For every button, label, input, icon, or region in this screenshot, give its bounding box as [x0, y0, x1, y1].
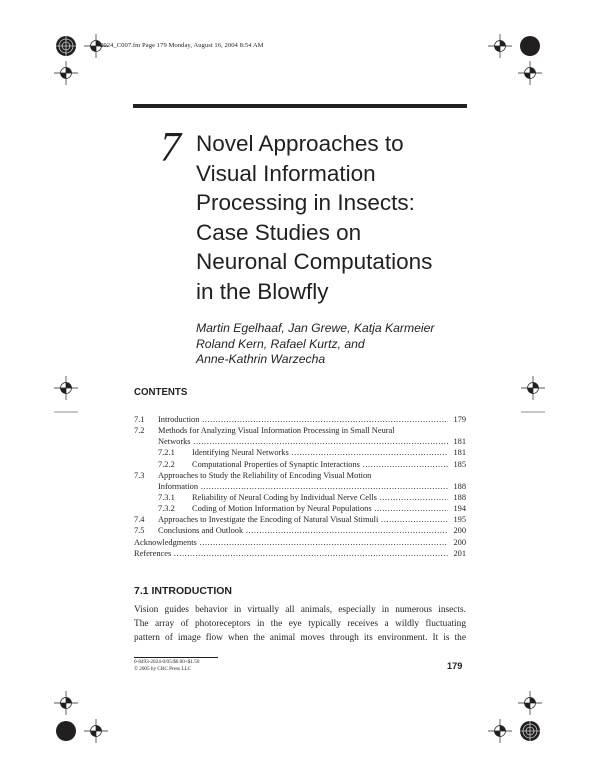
toc-entry[interactable]: [134, 514, 466, 525]
page-number: 179: [447, 661, 463, 671]
toc-entry-title: Information .....: [158, 481, 448, 492]
body-line: pattern of image flow when the animal moves through its environment. It is the: [134, 633, 466, 644]
crosshair-mark-icon: [521, 376, 545, 400]
chapter-title-line: Neuronal Computations: [196, 249, 433, 275]
toc-entry-title: Identifying Neural Networks .....: [158, 447, 448, 458]
toc-entry-page: 185: [448, 459, 466, 470]
toc-entry-number: 7.2.1: [158, 448, 175, 458]
chapter-number: 7: [160, 125, 181, 171]
target-mark-icon: [520, 721, 540, 741]
crosshair-mark-icon: [54, 61, 78, 85]
table-of-contents: [134, 414, 466, 559]
toc-entry-number: 7.1: [134, 415, 145, 424]
footnote-rule: [134, 657, 218, 658]
author-line: Martin Egelhaaf, Jan Grewe, Katja Karmeier: [196, 321, 435, 335]
solid-dot-mark-icon: [520, 36, 540, 56]
toc-entry-title: Reliability of Neural Coding by Individual Nerve Cells .....: [158, 492, 448, 503]
chapter-title-line: Case Studies on: [196, 219, 362, 245]
toc-entry-page: 200: [448, 525, 466, 536]
chapter-title-line: Novel Approaches to: [196, 131, 404, 156]
copyright-line: © 2005 by CRC Press LLC: [134, 666, 192, 672]
toc-entry-title: Computational Properties of Synaptic Interactions .....: [158, 459, 448, 470]
toc-entry-number: 7.5: [134, 526, 145, 536]
toc-entry-title: Acknowledgments .....: [134, 537, 448, 548]
author-line: Roland Kern, Rafael Kurtz, and: [196, 336, 365, 351]
crosshair-mark-icon: [84, 719, 108, 743]
toc-entry-number: 7.4: [134, 515, 145, 525]
chapter-title-line: Processing in Insects:: [196, 190, 415, 216]
toc-entry-page: 181: [448, 436, 466, 447]
crosshair-mark-icon: [54, 691, 78, 715]
author-line: Anne-Kathrin Warzecha: [196, 352, 326, 366]
crosshair-mark-icon: [488, 34, 512, 58]
toc-entry-number: 7.2: [134, 426, 145, 436]
toc-entry-page: 188: [448, 481, 466, 492]
toc-entry-title: Coding of Motion Information by Neural Populations .....: [158, 503, 448, 514]
toc-entry-page: 179: [448, 414, 466, 425]
toc-entry-title: References .....: [134, 548, 448, 559]
toc-entry[interactable]: [134, 503, 466, 514]
toc-entry-number: 7.2.2: [158, 459, 175, 469]
chapter-rule: [133, 104, 467, 108]
chapter-authors: [196, 321, 486, 368]
body-line: Vision guides behavior in virtually all animals, especially in numerous insects.: [134, 605, 466, 615]
toc-entry-title: Networks .....: [158, 436, 448, 447]
toc-entry-number: 7.3.2: [158, 504, 175, 514]
toc-entry[interactable]: [134, 414, 466, 425]
crosshair-mark-icon: [518, 61, 542, 85]
toc-entry-page: 200: [448, 537, 466, 548]
toc-entry[interactable]: [134, 548, 466, 559]
toc-entry[interactable]: [134, 525, 466, 536]
chapter-title-line: Visual Information: [196, 160, 376, 186]
toc-entry-title: Methods for Analyzing Visual Information Processing in Small Neural: [158, 426, 395, 436]
crosshair-mark-icon: [518, 691, 542, 715]
toc-entry[interactable]: [134, 436, 466, 447]
toc-entry-page: 188: [448, 492, 466, 503]
body-paragraph: [134, 603, 466, 646]
print-slug: 2024_C007.fm Page 179 Monday, August 16, 2004 8:54 AM: [100, 42, 264, 49]
toc-entry-title: Conclusions and Outlook .....: [158, 525, 448, 536]
isbn-line: 0-8493-2024-0/05/$0.00+$1.50: [134, 659, 200, 665]
toc-entry-page: 194: [448, 503, 466, 514]
chapter-title: [196, 129, 486, 307]
toc-entry[interactable]: [134, 470, 466, 481]
section-heading: 7.1 INTRODUCTION: [134, 585, 233, 597]
body-line: The array of photoreceptors in the eye typically receives a wildly fluctuating: [134, 619, 466, 630]
toc-entry-title: Approaches to Study the Reliability of Encoding Visual Motion: [158, 470, 372, 480]
toc-entry-title: Introduction .....: [158, 414, 448, 425]
target-mark-icon: [56, 36, 76, 56]
toc-entry-title: Approaches to Investigate the Encoding of Natural Visual Stimuli .....: [158, 514, 448, 525]
crosshair-mark-icon: [54, 376, 78, 400]
contents-heading: CONTENTS: [134, 387, 188, 398]
toc-entry-number: 7.3: [134, 470, 145, 480]
crosshair-mark-icon: [488, 719, 512, 743]
toc-entry[interactable]: [134, 425, 466, 436]
toc-entry-page: 201: [448, 548, 466, 559]
toc-entry[interactable]: [134, 492, 466, 503]
solid-dot-mark-icon: [56, 721, 76, 741]
toc-entry[interactable]: [134, 447, 466, 458]
toc-entry-page: 181: [448, 447, 466, 458]
toc-entry[interactable]: [134, 459, 466, 470]
toc-entry-number: 7.3.1: [158, 492, 175, 502]
toc-entry[interactable]: [134, 537, 466, 548]
toc-entry-page: 195: [448, 514, 466, 525]
chapter-title-line: in the Blowfly: [196, 278, 329, 304]
toc-entry[interactable]: [134, 481, 466, 492]
